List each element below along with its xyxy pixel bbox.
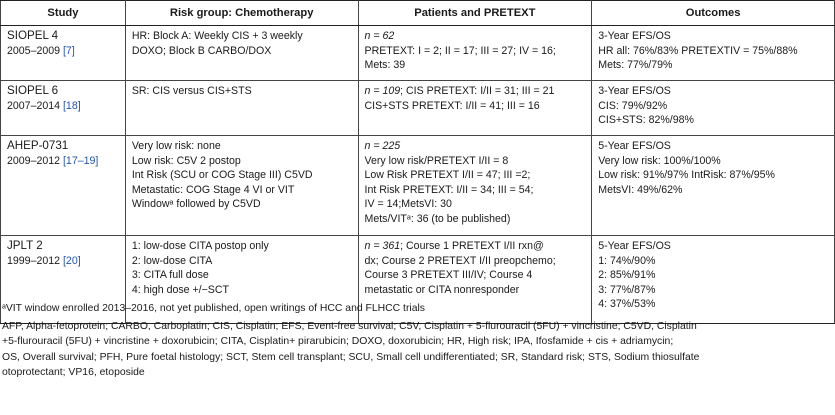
- study-name: SIOPEL 4: [7, 29, 59, 42]
- header-patients: Patients and PRETEXT: [358, 1, 592, 26]
- outcome-line: 5-Year EFS/OS: [598, 140, 671, 152]
- outcomes-cell: [592, 136, 835, 236]
- outcome-line: 3: 77%/87%: [598, 283, 656, 296]
- header-study: Study: [1, 1, 126, 26]
- outcome-line: CIS+STS: 82%/98%: [598, 114, 694, 127]
- study-name: JPLT 2: [7, 239, 43, 252]
- risk-line: SR: CIS versus CIS+STS: [131, 85, 252, 97]
- table-row: [1, 136, 835, 236]
- reference-link[interactable]: [17–19]: [62, 154, 99, 167]
- study-cell: [1, 136, 126, 236]
- study-cell: [1, 26, 126, 81]
- risk-line: 2: low-dose CITA: [131, 254, 213, 267]
- abbreviations-line: otoprotectant; VP16, etoposide: [2, 367, 145, 379]
- study-years: 1999–2012 [20]: [7, 254, 81, 267]
- risk-line: Very low risk: none: [131, 140, 221, 152]
- outcomes-cell: [592, 81, 835, 136]
- abbreviations-line: AFP, Alpha-fetoprotein; CARBO, Carboplatin; CIS, Cisplatin; EFS, Event-free survival; C5V, Cisplatin + 5-flurouracil (5FU) + vincristine; C5VD, Cisplatin: [2, 320, 697, 332]
- patients-line: Int Risk PRETEXT: I/II = 34; III = 54;: [364, 183, 534, 196]
- study-name: SIOPEL 6: [7, 84, 59, 97]
- outcome-line: Mets: 77%/79%: [598, 59, 673, 72]
- outcome-line: 4: 37%/53%: [598, 298, 656, 311]
- study-years: 2009–2012 [17–19]: [7, 154, 99, 167]
- patients-cell: [358, 81, 592, 136]
- outcome-line: 5-Year EFS/OS: [598, 240, 671, 252]
- table-row: [1, 81, 835, 136]
- patient-count: n = 62: [364, 30, 395, 42]
- outcome-line: MetsVI: 49%/62%: [598, 183, 683, 196]
- patients-line: Mets/VITᵃ: 36 (to be published): [364, 212, 511, 225]
- patients-cell: [358, 136, 592, 236]
- table-row: [1, 26, 835, 81]
- outcome-line: Low risk: 91%/97% IntRisk: 87%/95%: [598, 169, 775, 182]
- risk-cell: [125, 26, 358, 81]
- risk-line: 4: high dose +/−SCT: [131, 283, 229, 296]
- header-risk-group: Risk group: Chemotherapy: [125, 1, 358, 26]
- patients-line: PRETEXT: I = 2; II = 17; III = 27; IV = 16;: [364, 44, 556, 57]
- abbreviations-line: +5-flurouracil (5FU) + vincristine + doxorubicin; CITA, Cisplatin+ pirarubicin; DOXO, doxorubicin; HR, High risk; IPA, Ifosfamide + cis + adriamycin;: [2, 336, 674, 348]
- risk-line: Windowᵃ followed by C5VD: [131, 198, 261, 211]
- risk-cell: [125, 136, 358, 236]
- study-name: AHEP-0731: [7, 139, 69, 152]
- outcome-line: 1: 74%/90%: [598, 254, 656, 267]
- patients-line: IV = 14;MetsVI: 30: [364, 198, 452, 211]
- study-years: 2007–2014 [18]: [7, 99, 81, 112]
- patients-line: metastatic or CITA nonresponder: [364, 283, 520, 296]
- outcome-line: 3-Year EFS/OS: [598, 30, 671, 42]
- outcome-line: Very low risk: 100%/100%: [598, 154, 721, 167]
- outcome-line: 3-Year EFS/OS: [598, 85, 671, 97]
- patients-line: Course 3 PRETEXT III/IV; Course 4: [364, 269, 533, 282]
- patients-cell: [358, 26, 592, 81]
- risk-line: HR: Block A: Weekly CIS + 3 weekly: [131, 30, 303, 42]
- reference-link[interactable]: [18]: [62, 99, 81, 112]
- outcome-line: 2: 85%/91%: [598, 269, 656, 282]
- table-footnotes: [2, 301, 832, 381]
- patients-line: Mets: 39: [364, 59, 406, 72]
- patient-count: n = 109: [364, 85, 401, 97]
- table-header-row: [1, 1, 835, 26]
- patients-line: Low Risk PRETEXT I/II = 47; III =2;: [364, 169, 531, 182]
- patients-line: n = 109; CIS PRETEXT: I/II = 31; III = 21: [364, 85, 555, 97]
- header-outcomes: Outcomes: [592, 1, 835, 26]
- vit-footnote: ᵃVIT window enrolled 2013–2016, not yet published, open writings of HCC and FLHCC trials: [2, 303, 425, 314]
- risk-line: Low risk: C5V 2 postop: [131, 154, 241, 167]
- risk-line: Metastatic: COG Stage 4 VI or VIT: [131, 183, 295, 196]
- patients-line: n = 361; Course 1 PRETEXT I/II rxn@: [364, 240, 544, 252]
- patients-line: Very low risk/PRETEXT I/II = 8: [364, 154, 509, 167]
- risk-line: Int Risk (SCU or COG Stage III) C5VD: [131, 169, 313, 182]
- risk-line: 3: CITA full dose: [131, 269, 209, 282]
- study-cell: [1, 81, 126, 136]
- reference-link[interactable]: [20]: [62, 254, 81, 267]
- outcomes-cell: [592, 26, 835, 81]
- risk-line: DOXO; Block B CARBO/DOX: [131, 44, 272, 57]
- patients-line: dx; Course 2 PRETEXT I/II preopchemo;: [364, 254, 556, 267]
- patient-count: n = 361: [364, 240, 401, 252]
- outcome-line: CIS: 79%/92%: [598, 99, 668, 112]
- abbreviations-line: OS, Overall survival; PFH, Pure foetal histology; SCT, Stem cell transplant; SCU, Small cell undifferentiated; SR, Standard risk; STS, Sodium thiosulfate: [2, 351, 700, 363]
- patient-count: n = 225: [364, 140, 401, 152]
- patients-line: CIS+STS PRETEXT: I/II = 41; III = 16: [364, 99, 540, 112]
- reference-link[interactable]: [7]: [62, 44, 75, 57]
- risk-cell: [125, 81, 358, 136]
- study-years: 2005–2009 [7]: [7, 44, 75, 57]
- outcome-line: HR all: 76%/83% PRETEXTIV = 75%/88%: [598, 44, 798, 57]
- risk-line: 1: low-dose CITA postop only: [131, 240, 269, 252]
